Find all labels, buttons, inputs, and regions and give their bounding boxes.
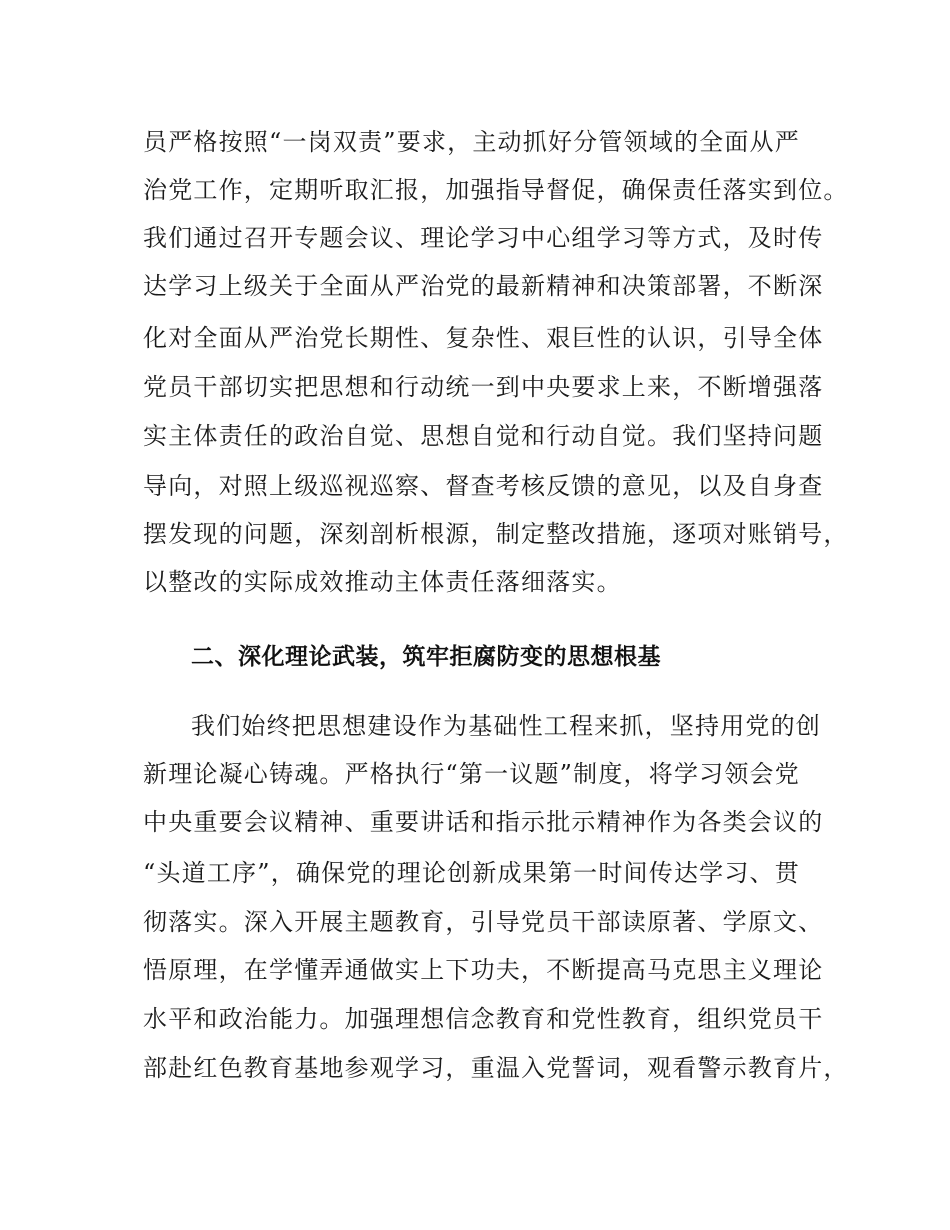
paragraph-2-line-3: 中央重要会议精神、重要讲话和指示批示精神作为各类会议的 <box>143 808 824 836</box>
section-heading: 二、深化理论武装，筑牢拒腐防变的思想根基 <box>191 644 661 670</box>
paragraph-1-line-1: 员严格按照“一岗双责”要求，主动抓好分管领域的全面从严 <box>143 128 800 156</box>
paragraph-1-line-6: 党员干部切实把思想和行动统一到中央要求上来，不断增强落 <box>143 373 824 401</box>
paragraph-2-line-2: 新理论凝心铸魂。严格执行“第一议题”制度，将学习领会党 <box>143 760 800 788</box>
paragraph-1-line-7: 实主体责任的政治自觉、思想自觉和行动自觉。我们坚持问题 <box>143 422 824 450</box>
paragraph-1-line-8: 导向，对照上级巡视巡察、督查考核反馈的意见，以及自身查 <box>143 472 824 500</box>
paragraph-2-line-6: 悟原理，在学懂弄通做实上下功夫，不断提高马克思主义理论 <box>143 956 824 984</box>
paragraph-1-line-9: 摆发现的问题，深刻剖析根源，制定整改措施，逐项对账销号， <box>143 520 849 548</box>
paragraph-1-line-3: 我们通过召开专题会议、理论学习中心组学习等方式，及时传 <box>143 224 824 252</box>
paragraph-2-line-1: 我们始终把思想建设作为基础性工程来抓，坚持用党的创 <box>191 712 821 740</box>
paragraph-2-line-5: 彻落实。深入开展主题教育，引导党员干部读原著、学原文、 <box>143 908 824 936</box>
paragraph-2-line-8: 部赴红色教育基地参观学习，重温入党誓词，观看警示教育片， <box>143 1054 849 1082</box>
paragraph-1-line-4: 达学习上级关于全面从严治党的最新精神和决策部署，不断深 <box>143 272 824 300</box>
paragraph-1-line-2: 治党工作，定期听取汇报，加强指导督促，确保责任落实到位。 <box>143 176 849 204</box>
paragraph-2-line-4: “头道工序”，确保党的理论创新成果第一时间传达学习、贯 <box>143 859 800 887</box>
paragraph-2-line-7: 水平和政治能力。加强理想信念教育和党性教育，组织党员干 <box>143 1005 824 1033</box>
paragraph-1-line-10: 以整改的实际成效推动主体责任落细落实。 <box>143 568 622 596</box>
paragraph-1-line-5: 化对全面从严治党长期性、复杂性、艰巨性的认识，引导全体 <box>143 324 824 352</box>
